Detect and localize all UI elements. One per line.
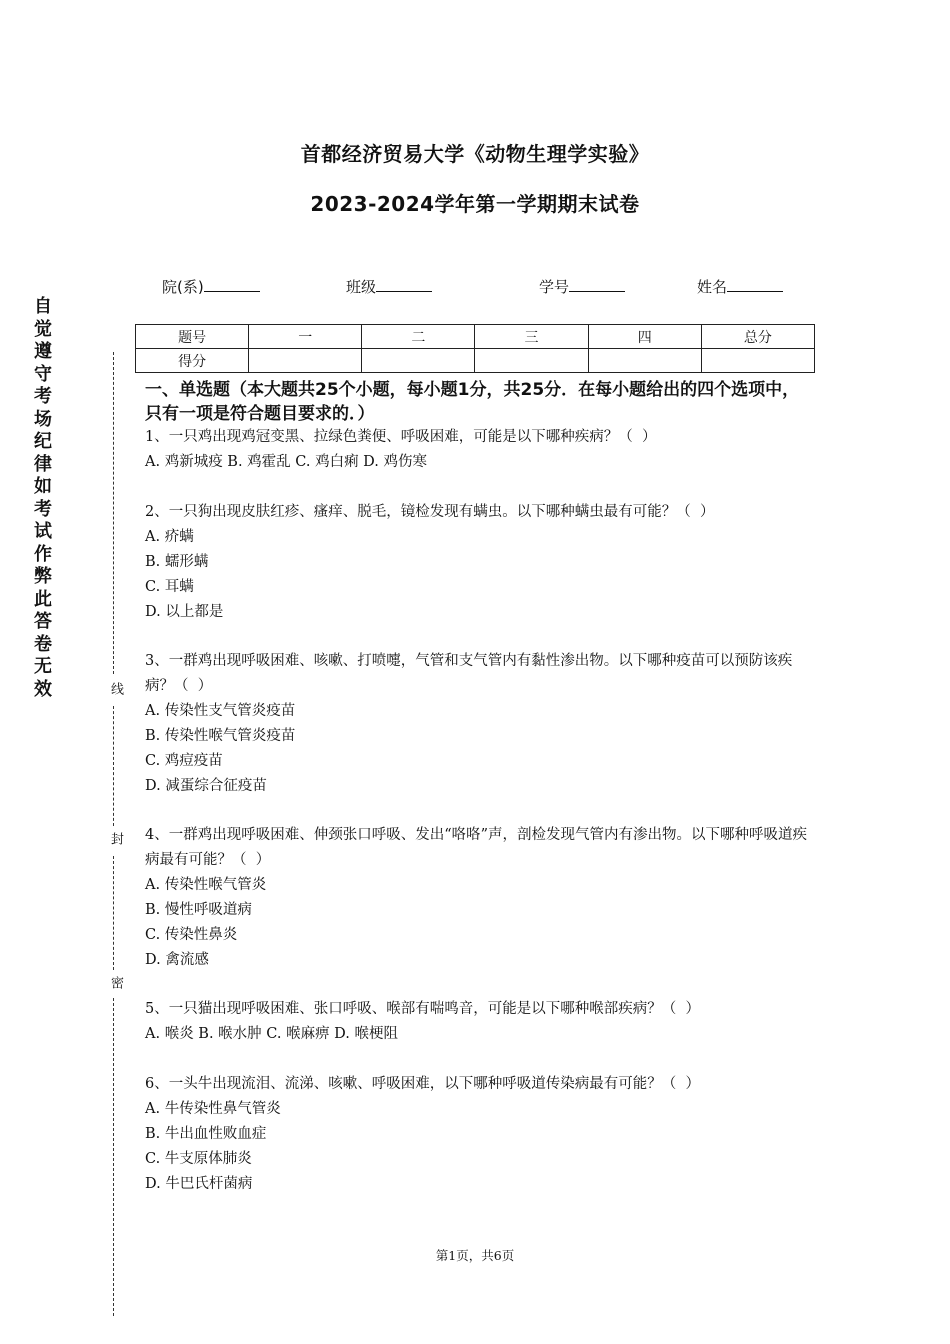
page-number: 第1页，共6页 — [435, 1248, 515, 1263]
score-row-label: 得分 — [136, 349, 249, 373]
score-cell[interactable] — [362, 349, 475, 373]
exam-title-line2: 2023-2024学年第一学期期末试卷 — [310, 192, 640, 216]
question-1 — [145, 425, 817, 475]
score-cell[interactable] — [249, 349, 362, 373]
question-option: C. 牛支原体肺炎 — [145, 1151, 252, 1167]
name-blank[interactable] — [727, 277, 783, 292]
student-id-field[interactable] — [539, 276, 625, 297]
department-label: 院(系) — [162, 278, 204, 296]
score-table-header-row — [136, 325, 815, 349]
score-header-cell: 一 — [249, 325, 362, 349]
score-header-cell: 总分 — [701, 325, 814, 349]
department-field[interactable] — [162, 276, 260, 297]
score-header-cell: 题号 — [136, 325, 249, 349]
question-option: D. 牛巴氏杆菌病 — [145, 1176, 253, 1192]
question-stem: 2、一只狗出现皮肤红疹、瘙痒、脱毛，镜检发现有螨虫。以下哪种螨虫最有可能？（ ） — [145, 504, 715, 520]
question-option: D. 减蛋综合征疫苗 — [145, 778, 267, 794]
question-option: C. 耳螨 — [145, 579, 194, 595]
binding-mark-line: 线 — [108, 682, 123, 695]
question-option: B. 慢性呼吸道病 — [145, 902, 252, 918]
question-option: B. 传染性喉气管炎疫苗 — [145, 728, 296, 744]
question-option: B. 蠕形螨 — [145, 554, 209, 570]
question-option: B. 牛出血性败血症 — [145, 1126, 267, 1142]
question-2 — [145, 500, 817, 625]
score-cell[interactable] — [475, 349, 588, 373]
student-id-label: 学号 — [539, 278, 570, 296]
question-options: A. 喉炎 B. 喉水肿 C. 喉麻痹 D. 喉梗阻 — [145, 1026, 399, 1042]
class-blank[interactable] — [376, 277, 432, 292]
section-heading: 一、单选题（本大题共25个小题，每小题1分，共25分．在每小题给出的四个选项中，只有一项是符合题目要求的．） — [145, 380, 800, 424]
question-stem: 4、一群鸡出现呼吸困难、伸颈张口呼吸、发出“咯咯”声，剖检发现气管内有渗出物。以下哪种呼吸道疾病最有可能？（ ） — [145, 827, 808, 868]
binding-dashed-line — [113, 856, 114, 970]
question-5 — [145, 997, 817, 1047]
question-option: A. 疥螨 — [145, 529, 194, 545]
binding-dashed-line — [113, 998, 114, 1316]
binding-dashed-line — [113, 352, 114, 674]
name-label: 姓名 — [697, 278, 728, 296]
exam-title-line1: 首都经济贸易大学《动物生理学实验》 — [300, 142, 650, 166]
question-options: A. 鸡新城疫 B. 鸡霍乱 C. 鸡白痢 D. 鸡伤寒 — [145, 454, 428, 470]
question-stem: 3、一群鸡出现呼吸困难、咳嗽、打喷嚏，气管和支气管内有黏性渗出物。以下哪种疫苗可以预防该疾病？（ ） — [145, 653, 793, 694]
question-3 — [145, 649, 817, 799]
class-field[interactable] — [346, 276, 432, 297]
score-table-score-row — [136, 349, 815, 373]
question-option: C. 传染性鼻炎 — [145, 927, 238, 943]
question-option: A. 传染性支气管炎疫苗 — [145, 703, 296, 719]
score-cell[interactable] — [701, 349, 814, 373]
binding-mark-seal: 封 — [108, 832, 123, 845]
question-stem: 1、一只鸡出现鸡冠变黑、拉绿色粪便、呼吸困难，可能是以下哪种疾病？（ ） — [145, 429, 657, 445]
class-label: 班级 — [346, 278, 377, 296]
binding-mark-close: 密 — [108, 976, 123, 989]
question-stem: 6、一头牛出现流泪、流涕、咳嗽、呼吸困难，以下哪种呼吸道传染病最有可能？（ ） — [145, 1076, 700, 1092]
department-blank[interactable] — [204, 277, 260, 292]
question-option: A. 传染性喉气管炎 — [145, 877, 267, 893]
exam-discipline-notice: 自觉遵守考场纪律如考试作弊此答卷无效 — [34, 296, 52, 700]
score-header-cell: 二 — [362, 325, 475, 349]
question-option: C. 鸡痘疫苗 — [145, 753, 223, 769]
name-field[interactable] — [697, 276, 783, 297]
binding-dashed-line — [113, 706, 114, 826]
score-header-cell: 三 — [475, 325, 588, 349]
question-option: D. 以上都是 — [145, 604, 224, 620]
question-6 — [145, 1072, 817, 1197]
question-4 — [145, 823, 817, 973]
score-table — [135, 324, 815, 373]
score-cell[interactable] — [588, 349, 701, 373]
score-header-cell: 四 — [588, 325, 701, 349]
question-option: D. 禽流感 — [145, 952, 209, 968]
question-option: A. 牛传染性鼻气管炎 — [145, 1101, 281, 1117]
student-id-blank[interactable] — [569, 277, 625, 292]
question-stem: 5、一只猫出现呼吸困难、张口呼吸、喉部有喘鸣音，可能是以下哪种喉部疾病？（ ） — [145, 1001, 700, 1017]
